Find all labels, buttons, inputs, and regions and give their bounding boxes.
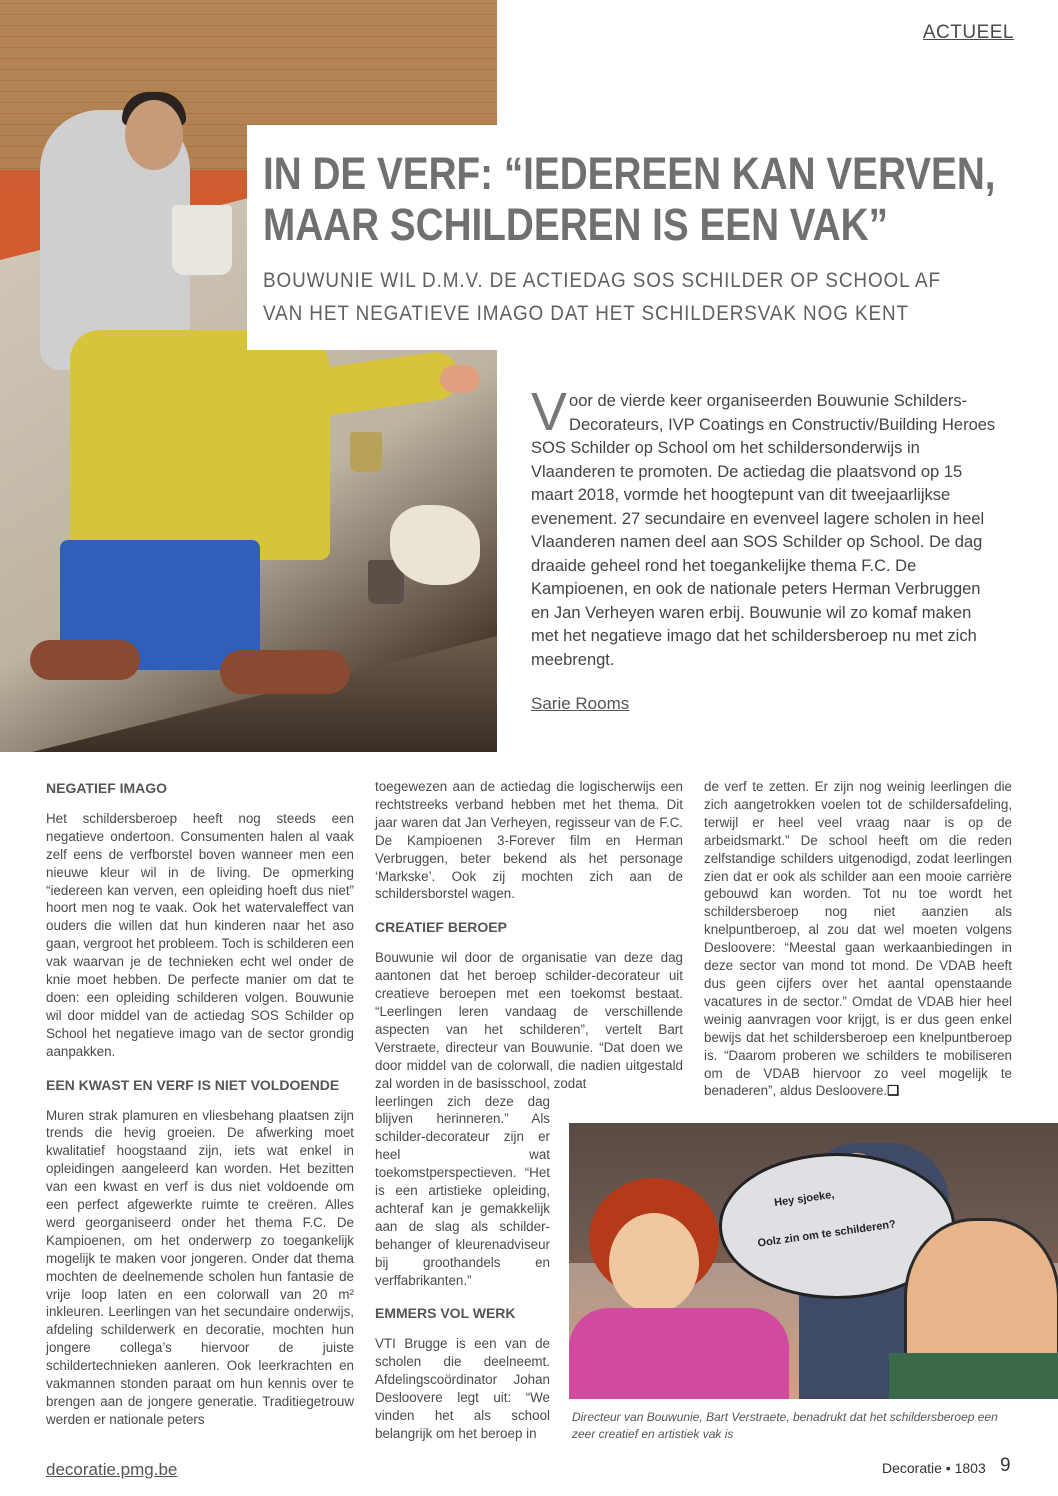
column-3 [704, 778, 1012, 1116]
photo-caption: Directeur van Bouwunie, Bart Verstraete, benadrukt dat het schildersberoep een zeer creatief en artistiek vak is [572, 1410, 998, 1441]
paragraph: Het schildersberoep heeft nog steeds een negatieve ondertoon. Consumenten halen al vaak zelf eens de verfborstel boven wanneer men een nieuwe kleur wil in de living. De opmerking “iedereen kan verven, een opleiding hoeft dus niet” hoort men nog te vaak. Ook het watervaleffect van ouders die willen dat hun kinderen naar het aso gaan, vergroot het probleem. Toch is schilderen een vak waarvan je de technieken echt wel onder de knie moet hebben. De perfecte manier om dat te doen: een opleiding schilderen volgen. Bouwunie wil door middel van de actiedag SOS Schilder op School het negatieve imago van de sector grondig aanpakken. [46, 810, 354, 1059]
article-title-line1: IN DE VERF: “IEDEREEN KAN VERVEN, [263, 148, 996, 199]
paragraph-text: de verf te zetten. Er zijn nog weinig leerlingen die zich aangetrokken voelen tot de schildersafdeling, terwijl er heel veel vraag naar is op de arbeidsmarkt.” De school heeft om die reden zelfstandige schilders uitgenodigd, zodat leerlingen zien dat er ook als schilder aan een mooie carrière gebouwd kan worden. Tot nu toe wordt het schildersberoep nog niet aanzien als knelpuntberoep, al zou dat wel moeten volgens Desloovere: “Meestal gaan werkaanbiedingen in deze sector van mond tot mond. De VDAB heeft dus geen cijfers over het aantal openstaande vacatures in de sector.” Omdat de VDAB hier heel weinig aanvragen voor krijgt, is er dus geen enkel bewijs dat het schildersberoep een knelpuntberoep is. “Daarom proberen we schilders te mobiliseren om de VDAB hiervoor zo veel mogelijk te benaderen”, aldus Desloovere. [704, 779, 1012, 1099]
column-1 [46, 780, 354, 1445]
article-subtitle [263, 264, 983, 330]
heading-emmers-vol-werk: EMMERS VOL WERK [375, 1305, 516, 1322]
intro-paragraph [531, 382, 1001, 672]
article-title-line2: MAAR SCHILDEREN IS EEN VAK” [263, 199, 888, 250]
director-photo [569, 1123, 1058, 1399]
painting-photo [0, 0, 497, 752]
end-mark-icon: ❑ [887, 1083, 900, 1099]
dropcap: V [531, 382, 568, 442]
article-subtitle-line1: BOUWUNIE WIL D.M.V. DE ACTIEDAG SOS SCHILDER OP SCHOOL AF [263, 269, 941, 292]
bubble-text-line2: Oolz zin om te schilderen? [756, 1218, 897, 1250]
paragraph: toegewezen aan de actiedag die logischerwijs een rechtstreeks verband hebben met het thema. Dit jaar waren dat Jan Verheyen, regisseur van de F.C. De Kampioenen 3-Forever film en Herman Verbruggen, beter bekend als het personage ‘Markske’. Ook zij mochten zich aan de schildersborstel wagen. [375, 779, 683, 902]
footer-url-link[interactable]: decoratie.pmg.be [46, 1460, 178, 1479]
heading-creatief-beroep: CREATIEF BEROEP [375, 919, 507, 936]
paragraph: VTI Brugge is een van de scholen die deelneemt. Afdelingscoördinator Johan Desloovere legt uit: “We vinden het als school belangrijk om het beroep in [375, 1336, 550, 1441]
author-link[interactable]: Sarie Rooms [531, 694, 630, 713]
section-label: ACTUEEL [922, 22, 1014, 43]
article-title [263, 148, 996, 250]
paragraph [704, 778, 1012, 1100]
article-subtitle-line2: VAN HET NEGATIEVE IMAGO DAT HET SCHILDERSVAK NOG KENT [263, 302, 909, 325]
paragraph: leerlingen zich deze dag blijven herinneren.” Als schilder-decorateur zijn er heel wat toekomstperspectieven. “Het is een artistieke opleiding, achteraf kan je gemakkelijk aan de slag als schilder-behanger of kleurenadviseur bij groothandels en verffabrikanten.” [375, 1093, 550, 1288]
footer-magazine: Decoratie • 1803 [882, 1460, 986, 1476]
heading-negatief-imago: NEGATIEF IMAGO [46, 780, 168, 796]
heading-kwast-en-verf: EEN KWAST EN VERF IS NIET VOLDOENDE [46, 1076, 340, 1093]
paragraph: Muren strak plamuren en vliesbehang plaatsen zijn trends die hevig groeien. De afwerking moet kwalitatief hoogstaand zijn, iets wat enkel in opleidingen aangeleerd kan worden. Het bezitten van een kwast en verf is dus niet voldoende om een perfect afgewerkte ruimte te creëren. Alles werd georganiseerd onder het thema F.C. De Kampioenen, om het onderwerp zo toegankelijk mogelijk te maken voor jongeren. Onder dat thema mochten de deelnemende scholen hun fantasie de vrije loop laten en een colorwall van 20 m² inkleuren. Leerlingen van het secundaire onderwijs, afdeling schilderwerk en decoratie, mochten hun jongere collega’s hiervoor de juiste schildertechnieken aanleren. Ook leerkrachten en vakmannen stonden paraat om hun kennis over te brengen aan de jongere generatie. Traditiegetrouw werden er nationale peters [46, 1107, 354, 1427]
paragraph: Bouwunie wil door de organisatie van deze dag aantonen dat het beroep schilder-decorateur uit creatieve beroepen met een toekomst bestaat. “Leerlingen leren vandaag de verschillende aspecten van het schilderen”, vertelt Bart Verstraete, directeur van Bouwunie. “Dat doen we door middel van de colorwall, die nadien uitgestald zal worden in de basisschool, zodat [375, 950, 683, 1091]
intro-text: oor de vierde keer organiseerden Bouwunie Schilders-Decorateurs, IVP Coatings en Constructiv/Building Heroes SOS Schilder op School om het schildersonderwijs in Vlaanderen te promoten. De actiedag die plaatsvond op 15 maart 2018, vormde het hoogtepunt van dit tweejaarlijkse evenement. 27 secundaire en evenveel lagere scholen in heel Vlaanderen namen deel aan SOS Schilder op School. De dag draaide geheel rond het toegankelijke thema F.C. De Kampioenen, en ook de nationale peters Herman Verbruggen en Jan Verheyen waren erbij. Bouwunie wil zo komaf maken met het negatieve imago dat het schildersberoep nu met zich meebrengt. [531, 392, 996, 669]
bubble-text-line1: Hey sjoeke, [773, 1188, 836, 1210]
page-number: 9 [1000, 1455, 1011, 1476]
